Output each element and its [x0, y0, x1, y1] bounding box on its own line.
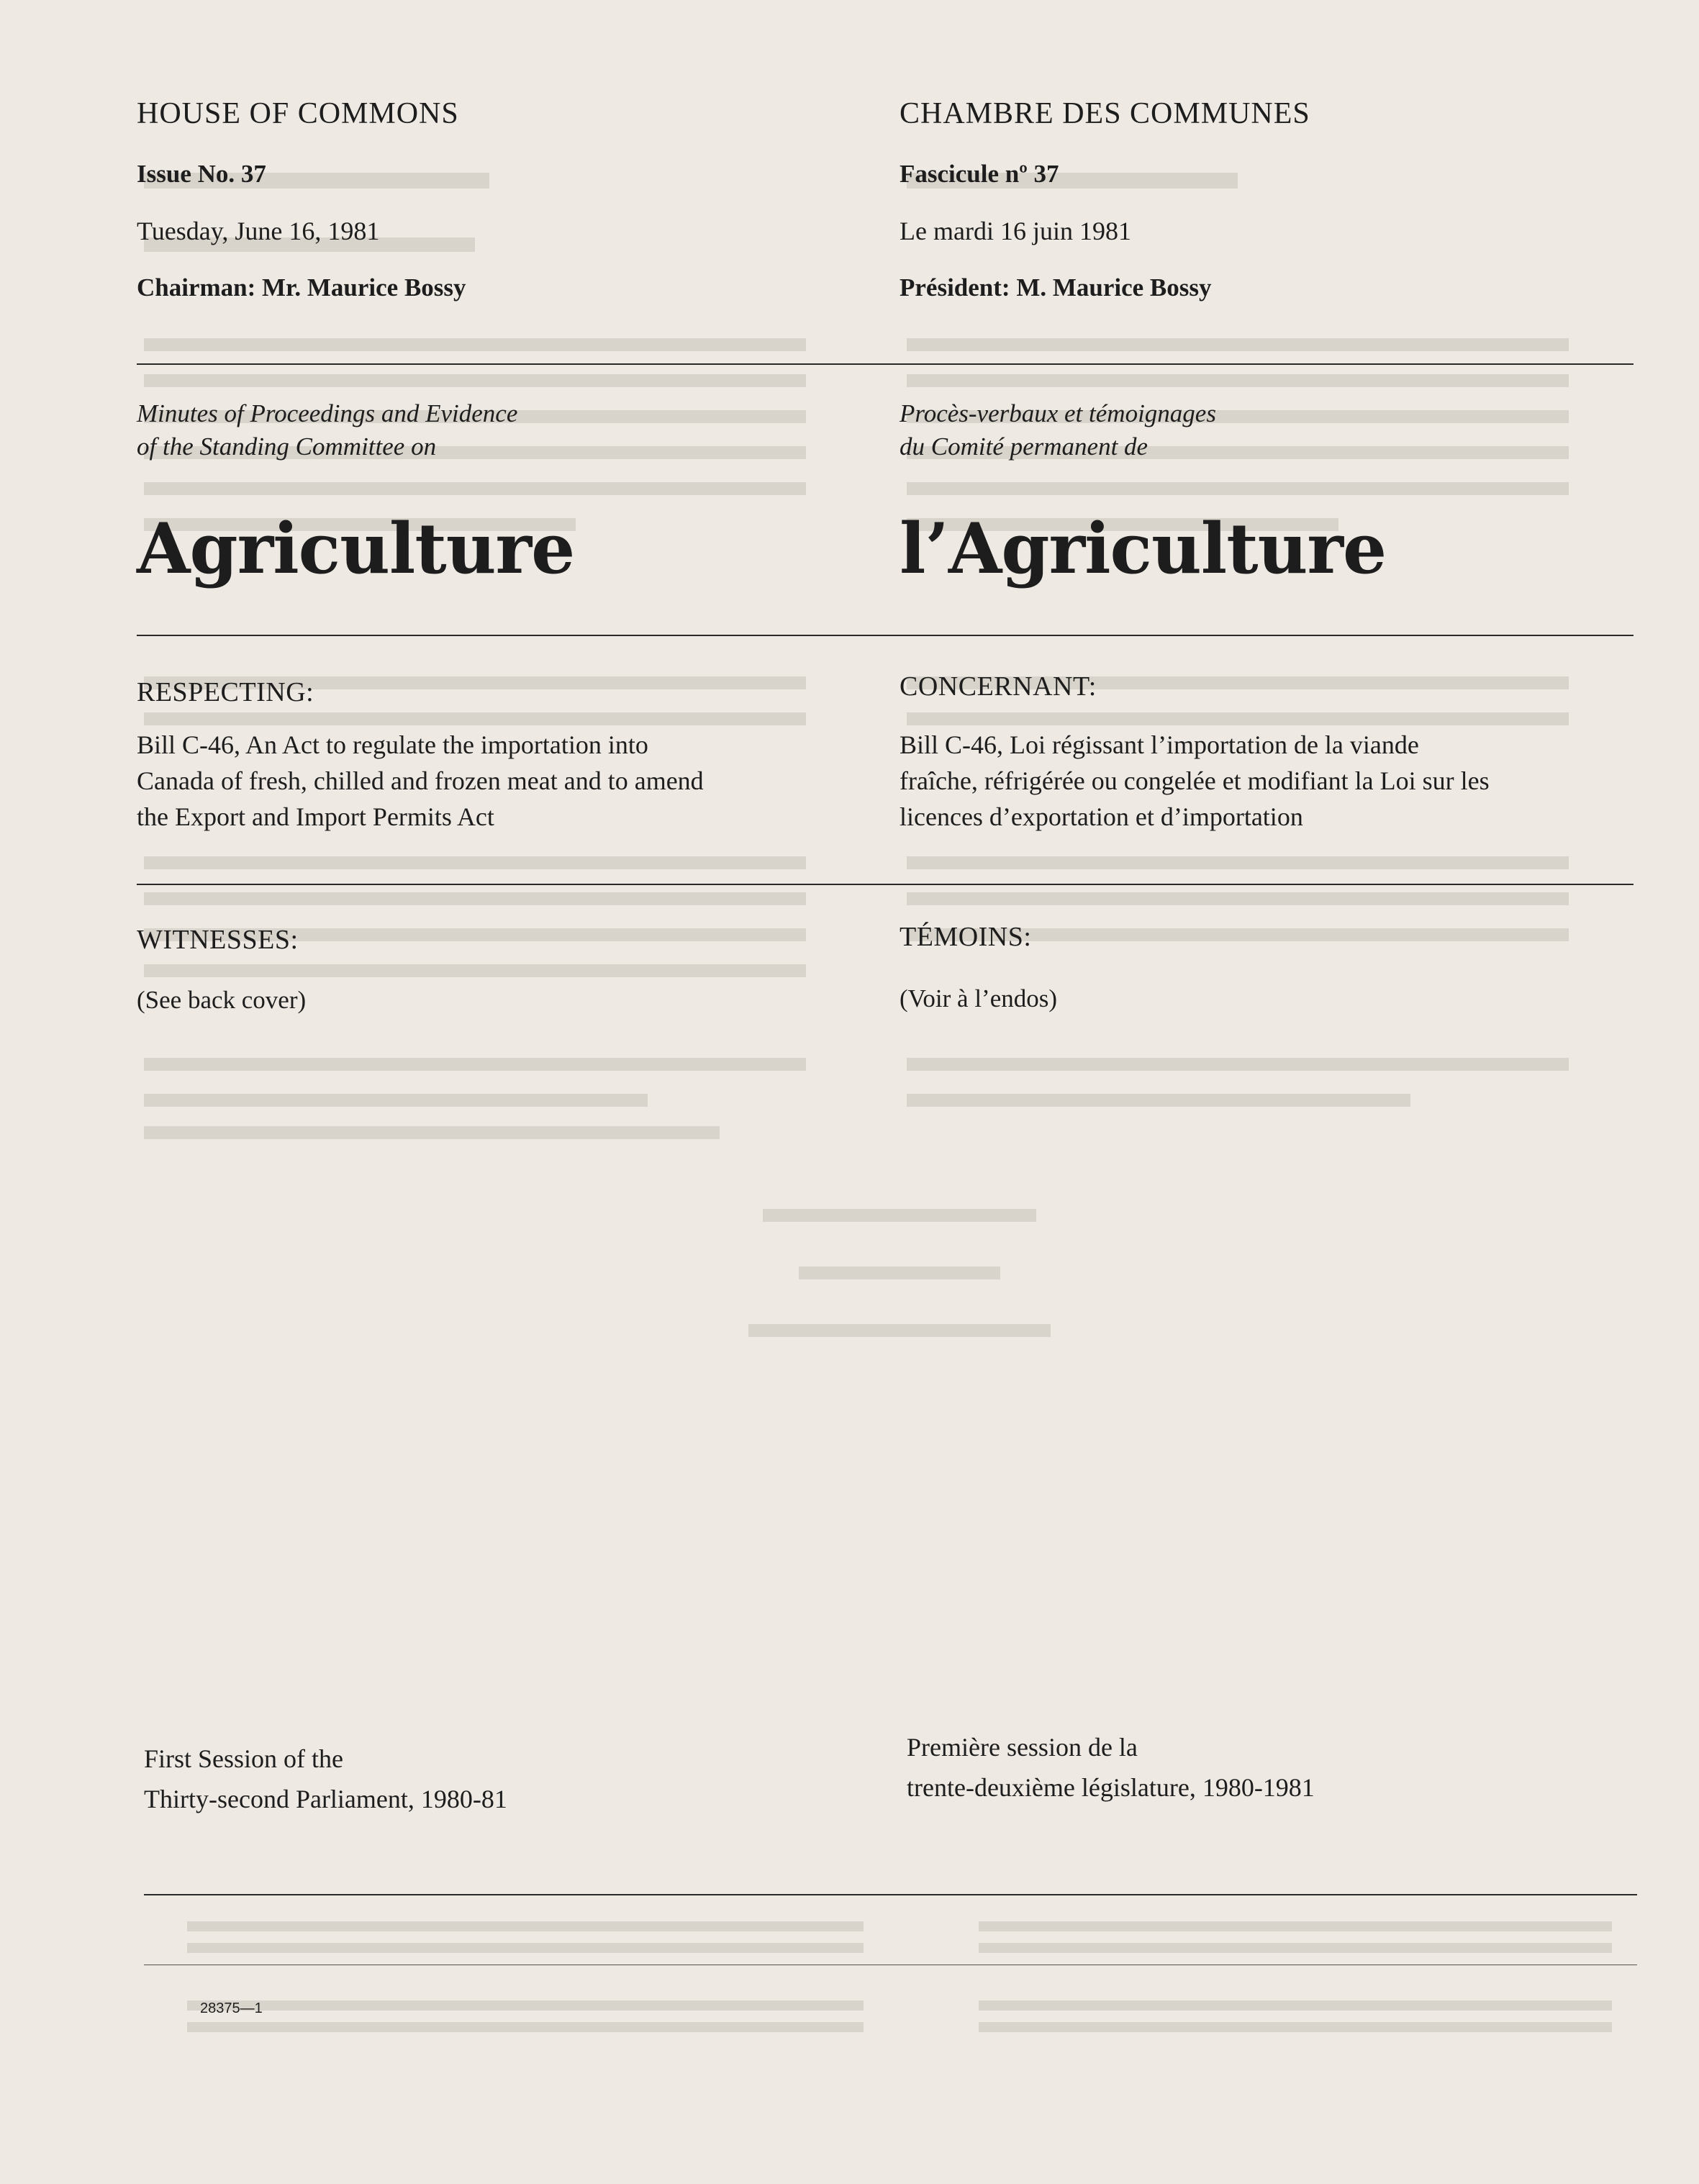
bill-line: Canada of fresh, chilled and frozen meat and to amend	[137, 766, 704, 795]
minutes-line: du Comité permanent de	[900, 432, 1148, 461]
respecting-heading: RESPECTING:	[137, 677, 314, 707]
bill-description-en	[137, 727, 704, 835]
house-of-commons-heading: HOUSE OF COMMONS	[137, 97, 459, 130]
bill-line: Bill C-46, Loi régissant l’importation de la viande	[900, 730, 1419, 759]
fascicule-date: Le mardi 16 juin 1981	[900, 217, 1131, 245]
divider-rule	[137, 884, 1634, 885]
divider-rule	[137, 363, 1634, 365]
temoins-heading: TÉMOINS:	[900, 922, 1032, 952]
footer-rule	[144, 1894, 1637, 1895]
session-line: Première session de la	[907, 1733, 1138, 1762]
chambre-des-communes-heading: CHAMBRE DES COMMUNES	[900, 97, 1310, 130]
chairman: Chairman: Mr. Maurice Bossy	[137, 273, 466, 302]
witnesses-note: (See back cover)	[137, 986, 307, 1014]
session-line: trente-deuxième législature, 1980-1981	[907, 1773, 1315, 1802]
session-line: First Session of the	[144, 1744, 344, 1773]
minutes-line: of the Standing Committee on	[137, 432, 437, 461]
issue-date: Tuesday, June 16, 1981	[137, 217, 380, 245]
committee-title-en: Agriculture	[137, 508, 575, 589]
concernant-heading: CONCERNANT:	[900, 671, 1097, 702]
divider-rule	[137, 635, 1634, 636]
print-code: 28375—1	[200, 2001, 263, 2016]
bill-description-fr	[900, 727, 1490, 835]
minutes-title-en	[137, 397, 517, 463]
minutes-title-fr	[900, 397, 1216, 463]
bill-line: Bill C-46, An Act to regulate the importation into	[137, 730, 648, 759]
session-en	[144, 1739, 507, 1819]
issue-number: Issue No. 37	[137, 160, 266, 188]
session-line: Thirty-second Parliament, 1980-81	[144, 1785, 507, 1813]
temoins-note: (Voir à l’endos)	[900, 984, 1058, 1012]
bill-line: fraîche, réfrigérée ou congelée et modifiant la Loi sur les	[900, 766, 1490, 795]
witnesses-heading: WITNESSES:	[137, 925, 299, 955]
committee-title-fr: l’Agriculture	[900, 508, 1387, 589]
minutes-line: Procès-verbaux et témoignages	[900, 399, 1216, 427]
president: Président: M. Maurice Bossy	[900, 273, 1212, 302]
minutes-line: Minutes of Proceedings and Evidence	[137, 399, 518, 427]
session-fr	[907, 1727, 1315, 1808]
bill-line: licences d’exportation et d’importation	[900, 802, 1303, 831]
bill-line: the Export and Import Permits Act	[137, 802, 494, 831]
fascicule-number: Fascicule nº 37	[900, 160, 1059, 188]
